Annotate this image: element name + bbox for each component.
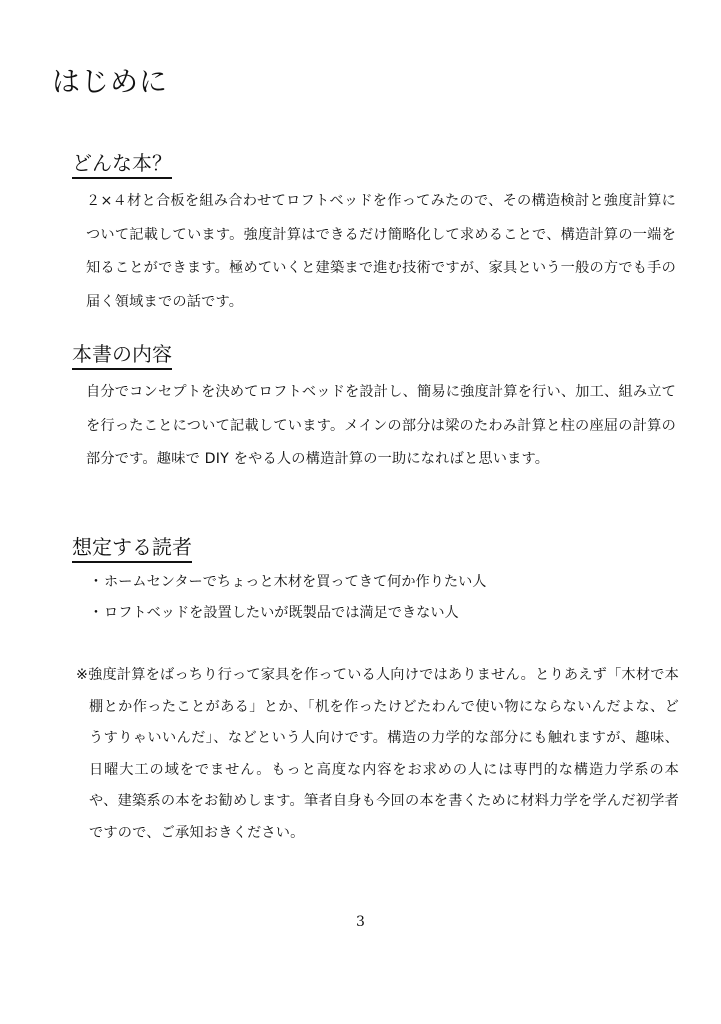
reader-list <box>72 567 672 629</box>
bullet-marker: ・ <box>88 605 104 621</box>
section-contents <box>72 341 676 477</box>
section-heading-readers: 想定する読者 <box>72 534 192 563</box>
note-paragraph: ※強度計算をばっちり行って家具を作っている人向けではありません。とりあえず「木材で本棚とか作ったことがある」とか、「机を作ったけどたわんで使い物にならないんだよな、どうすりゃいいんだ」、などという人向けです。構造の力学的な部分にも触れますが、趣味、日曜大工の域をでません。もっと高度な内容をお求めの人には専門的な構造力学系の本や、建築系の本をお勧めします。筆者自身も今回の本を書くために材料力学を学んだ初学者ですので、ご承知おきください。 <box>76 667 679 841</box>
reader-list-item <box>88 567 672 598</box>
section-what-book <box>72 150 676 319</box>
page-number: 3 <box>356 914 365 930</box>
chapter-title: はじめに <box>52 65 169 98</box>
bullet-marker: ・ <box>88 574 104 590</box>
section-heading-contents: 本書の内容 <box>72 341 172 370</box>
section-readers <box>72 534 672 629</box>
section-body-contents: 自分でコンセプトを決めてロフトベッドを設計し、簡易に強度計算を行い、加工、組み立てを行ったことについて記載しています。メインの部分は梁のたわみ計算と柱の座屈の計算の部分です。趣味で DIY をやる人の構造計算の一助になればと思います。 <box>86 384 676 467</box>
section-body-what-book: ２×４材と合板を組み合わせてロフトベッドを作ってみたので、その構造検討と強度計算について記載しています。強度計算はできるだけ簡略化して求めることで、構造計算の一端を知ることができます。極めていくと建築まで進む技術ですが、家具という一般の方でも手の届く領域までの話です。 <box>86 193 676 310</box>
reader-list-item-text: ロフトベッドを設置したいが既製品では満足できない人 <box>104 605 459 621</box>
reader-list-item <box>88 598 672 629</box>
section-heading-what-book: どんな本？ <box>72 150 172 179</box>
reader-list-item-text: ホームセンターでちょっと木材を買ってきて何か作りたい人 <box>104 574 487 590</box>
